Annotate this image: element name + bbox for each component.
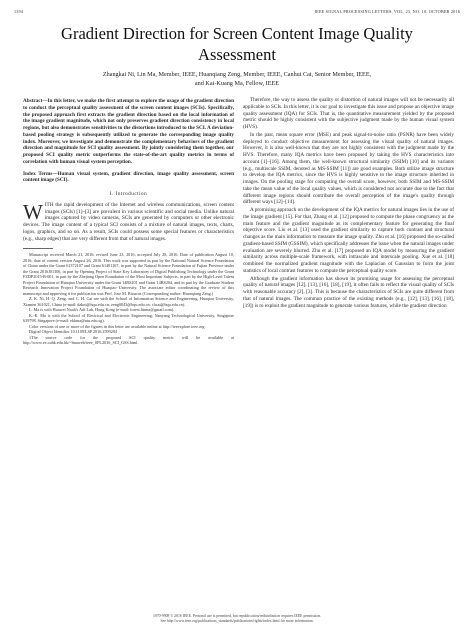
body-paragraph: Therefore, the way to assess the quality or distortion of natural images will not be necessarily all applicable to SCIs. In this letter, it is our goal to investigate this issue and propose an objective image quality assessment (IQA) for SCIs. That is, the quantitative measurement yielded by the proposed metric should be highly consistent with the subjective judgment made by the human visual system (HVS). — [243, 97, 454, 130]
author-list — [60, 70, 414, 88]
section-heading: I. Introduction — [109, 191, 148, 197]
footnote-manuscript: Manuscript received March 21, 2016; revised June 23, 2016; accepted July 28, 2016. Date of publication August 10, 2016; date of current version August 26, 2016. This work was supported in part by the National Natural Science Foundation of China under the Grant 61372107 and Grant 61401167, in part by the Natural Science Foundation of Fujian Province under the Grant 2016J01306, in part by Opening Project of State Key Laboratory of Digital Publishing Technology under the Grant FZDP2015-B-001, in part by the Zhejiang Open Foundation of the Most Important Subjects, in part by the High-Level Talent Project Foundation of Huaqiao University under the Grant 14BS201 and Grant 14BS204, and in part by the Graduate Student Research Innovation Project Foundation of Huaqiao University. The associate editor coordinating the review of this manuscript and approving it for publication was Prof. Jose M. Bioucas (Corresponding author: Huanqiang Zeng.) — [23, 252, 234, 296]
abstract: Abstract—In this letter, we make the first attempt to explore the usage of the gradient direction to conduct the perceptual quality assessment of the screen content images (SCIs). Specifically, the proposed approach first extracts the gradient direction based on the local information of the image gradient magnitude, which not only preserves gradient direction consistency in local regions, but also demonstrates sensitivities to the distortions introduced to the SCI. A deviation-based pooling strategy is subsequently utilized to generate the corresponding image quality index. Moreover, we investigate and demonstrate the complementary behaviors of the gradient direction and magnitude for SCI quality assessment. By jointly considering them together, our proposed SCI quality metric outperforms the state-of-the-art quality metrics in terms of correlation with human visual system perception. — [23, 98, 234, 165]
footnote-rule — [23, 248, 53, 249]
footnote-source-code: 1The source code for the proposed SCI quality metric will be available at http://www.ee.cuhk.edu.hk/~lmaweb/ieee_SPL2016_SCI_GSS.html. — [23, 334, 234, 346]
footnotes — [23, 252, 234, 346]
body-paragraph: In the past, mean square error (MSE) and peak signal-to-noise ratio (PSNR) have been widely deployed to conduct objective measurement for assessing the visual quality of natural images. However, it is also well-known that they are not highly consistent with the judgment made by the HVS. Therefore, many IQA metrics have been proposed by taking the HVS characteristics into account [1]–[16]. Among them, the well-known structural similarity (SSIM) [10] and its variants (e.g., multiscale SSIM, denoted as MS-SSIM [11]) are good examples. Both utilize image structure to develop the IQA metrics, since the HVS is highly sensitive to the image structure inherited in images. On the pooling stage for computing the overall score, however, both SSIM and MS-SSIM take the mean value of the local quality values, which is considered not accurate due to the fact that different image regions should contribute the overall perception of the image's quality through different ways [12]–[14]. — [243, 131, 454, 206]
footer-line-2: See http://www.ieee.org/publications_standards/publications/rights/index.html for more information. — [160, 619, 314, 623]
author-line-2: and Kai-Kuang Ma, Fellow, IEEE — [194, 80, 280, 87]
right-column — [243, 97, 454, 309]
intro-paragraph — [23, 199, 234, 243]
body-paragraph: A promising approach on the development of the IQA metrics for natural images lies in the use of the image gradient [15]. For that, Zhang et al. [12] proposed to compute the phase congruency as the main feature and the gradient magnitude as its complementary feature for generating the final objective score. Liu et al. [13] used the gradient similarity to capture both contrast and structural changes as the main information to measure the image quality. Zhu et al. [16] proposed the so-called gradient-based SSIM (GSSIM), which specifically addresses the issue when the natural images under evaluation are severely blurred. Zhu et al. [17] proposed an IQA model by measuring the gradient similarity across multiple-scale framework, with intrascale and interscale pooling. Xue et al. [18] combined the normalized gradient magnitude with the Laplacian of Gaussian to form the joint statistics of local contrast features to compute the perceptual quality score. — [243, 207, 454, 274]
footnote-affiliation: K.-K. Ma is with the School of Electrical and Electronic Engineering, Nanyang Technological University, Singapore 639798, Singapore (e-mail: ekkma@ntu.edu.sg). — [23, 312, 234, 324]
left-column — [23, 98, 234, 346]
footnote-affiliation: Z. K. Ni, H. Q. Zeng, and C. H. Cai are with the School of Information Science and Engineering, Huaqiao University, Xiamen 361021, China (e-mail: dzkni@hqu.edu.cn; zeng0043@hqu.edu.cn; chcai@hqu.edu.cn). — [23, 296, 234, 307]
journal-citation: IEEE SIGNAL PROCESSING LETTERS, VOL. 23, NO. 10, OCTOBER 2016 — [314, 9, 460, 14]
author-line-1: Zhangkai Ni, Lin Ma, Member, IEEE, Huanqiang Zeng, Member, IEEE, Canhui Cai, Senior Member, IEEE, — [102, 71, 372, 78]
paper-title: Gradient Direction for Screen Content Image Quality Assessment — [61, 24, 413, 64]
body-paragraph: Although the gradient information has shown its promising usage for assessing the perceptual quality of natural images [12], [13], [16], [18], [19], it often fails to reflect the visual quality of SCIs with reasonable accuracy [2], [3]. This is because the characteristics of SCIs are quite different from that of natural images. The common practice of the existing methods (e.g., [12], [13], [16], [18], [19]) is to exploit the gradient magnitude to generate various features, while the gradient direction — [243, 275, 454, 309]
index-terms: Index Terms—Human visual system, gradient direction, image quality assessment, screen content image (SCI). — [23, 170, 234, 184]
copyright-footer — [60, 614, 414, 624]
page-number: 1394 — [14, 9, 24, 14]
footnote-affiliation: L. Ma is with Huawei Noah's Ark Lab, Hong Kong (e-mail: forest.linma@gmail.com). — [29, 307, 175, 313]
running-header — [14, 9, 460, 17]
drop-cap: W — [23, 199, 43, 224]
footer-line-1: 1070-9908 © 2016 IEEE. Personal use is permitted, but republication/redistribution requires IEEE permission. — [152, 614, 322, 618]
footnote-color: Color versions of one or more of the figures in this letter are available online at http://ieeexplore.ieee.org. — [29, 323, 206, 329]
intro-text: ITH the rapid development of the Internet and wireless communications, screen content images (SCIs) [1]–[3] are prevalent in various scientific and social media. Unlike natural images captured by video cameras, SCIs are generated by computers or other electronic devices. The image content of a typical SCI consists of a mixture of natural images, texts, charts, logos, graphics, and so on. As a result, SCIs could possess some special features or characteristics (e.g., sharp edges) that are very different from that of natural images. — [23, 201, 234, 242]
footnote-doi: Digital Object Identifier 10.1109/LSP.2016.2599294 — [29, 329, 118, 335]
